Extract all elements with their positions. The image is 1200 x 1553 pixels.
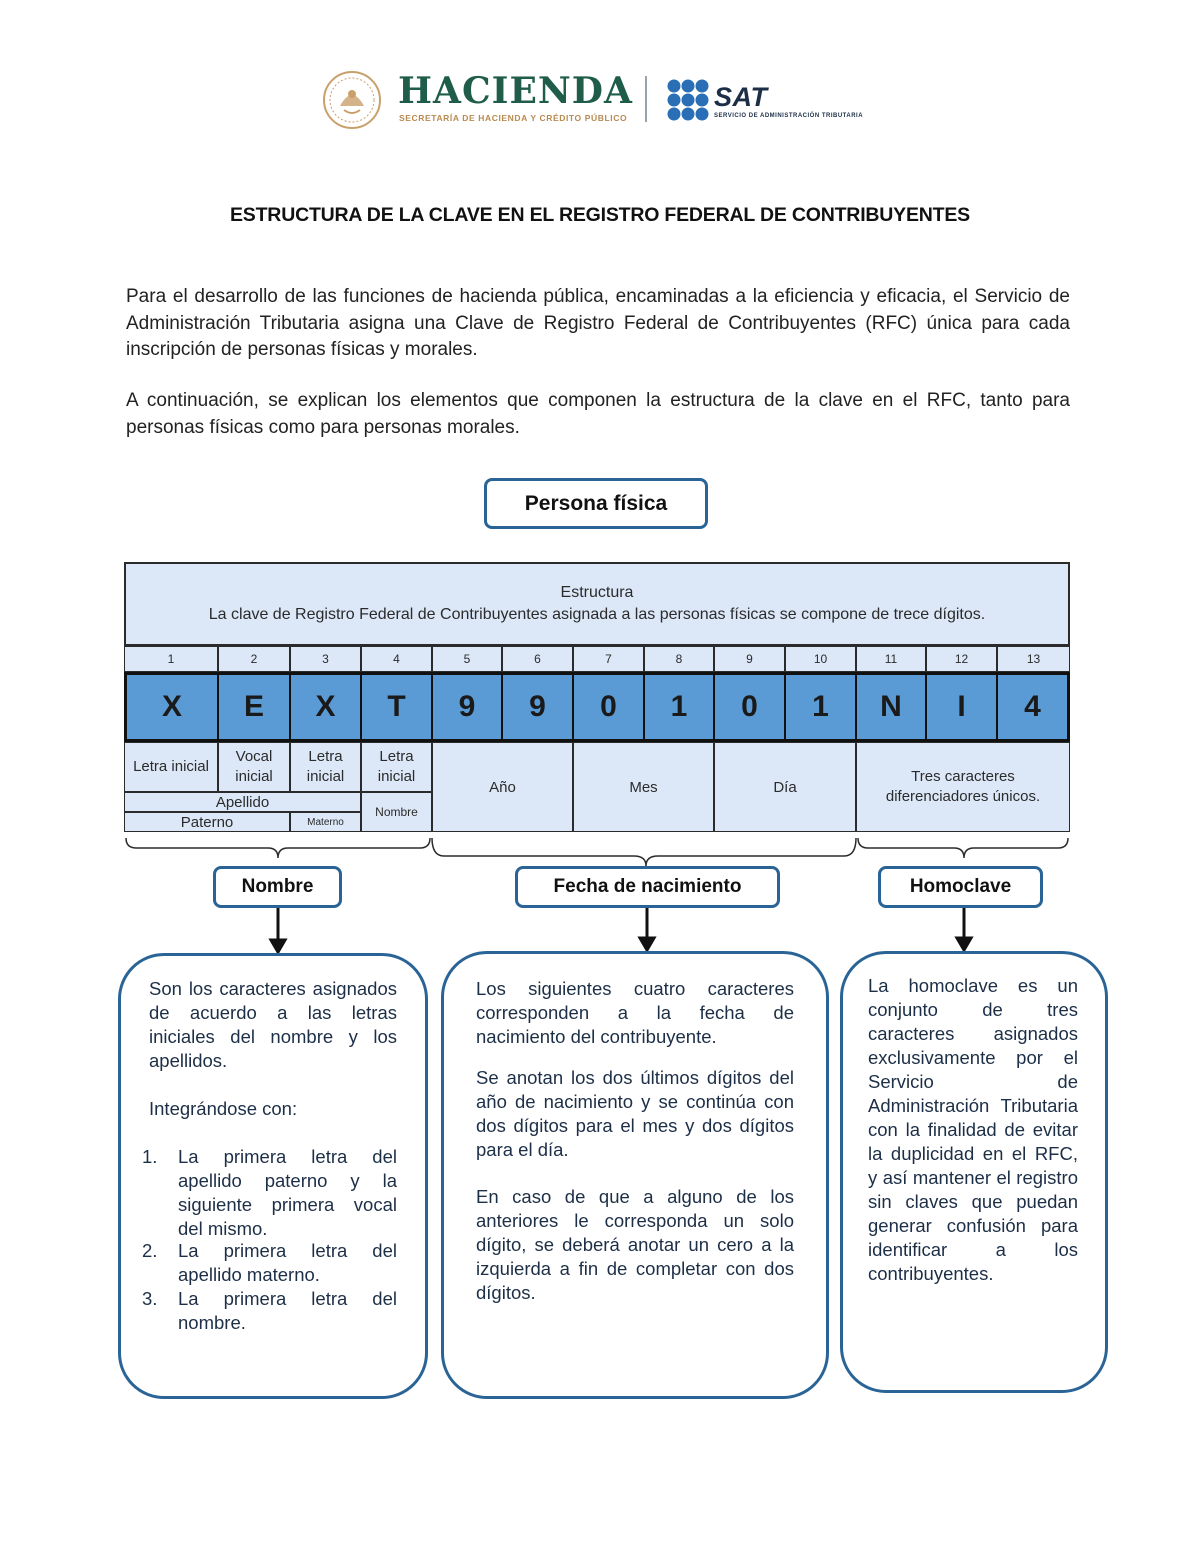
descriptor-apellido: Apellido xyxy=(124,792,361,812)
brace-nombre xyxy=(126,838,430,858)
list-item xyxy=(142,1239,397,1287)
descriptor-nombre: Nombre xyxy=(361,792,432,832)
brace-homoclave xyxy=(858,838,1068,858)
character-cell: T xyxy=(361,672,432,742)
character-cell: 0 xyxy=(573,672,644,742)
descriptor-dia: Día xyxy=(714,742,856,832)
label-homoclave: Homoclave xyxy=(878,866,1043,908)
character-cell: N xyxy=(856,672,926,742)
character-cell: E xyxy=(218,672,290,742)
rfc-structure-table xyxy=(124,562,1070,832)
character-cell: 0 xyxy=(714,672,785,742)
character-cell: X xyxy=(124,672,218,742)
header-divider xyxy=(645,76,647,122)
descriptor-letra-inicial-4: Letra inicial xyxy=(361,742,432,792)
sat-wordmark: SAT xyxy=(714,82,768,112)
arrow-fecha-head xyxy=(640,938,654,950)
position-cell: 5 xyxy=(432,646,502,672)
table-header-title: Estructura xyxy=(560,584,634,601)
explanation-paragraph: A continuación, se explican los elementos que componen la estructura de la clave en el RFC, tanto para personas físicas como para personas morales. xyxy=(126,390,1070,438)
descriptor-materno: Materno xyxy=(290,812,361,832)
position-cell: 3 xyxy=(290,646,361,672)
descriptor-anio: Año xyxy=(432,742,573,832)
character-cell: 9 xyxy=(432,672,502,742)
character-cell: 1 xyxy=(785,672,856,742)
descriptor-mes: Mes xyxy=(573,742,714,832)
position-cell: 11 xyxy=(856,646,926,672)
list-item xyxy=(142,1287,397,1335)
sat-subtitle: SERVICIO DE ADMINISTRACIÓN TRIBUTARIA xyxy=(714,113,864,119)
label-fecha-de-nacimiento: Fecha de nacimiento xyxy=(515,866,780,908)
nombre-description: Son los caracteres asignados de acuerdo a las letras iniciales del nombre y los apellidos. xyxy=(149,978,397,1071)
hacienda-wordmark: HACIENDA xyxy=(398,70,633,112)
descriptor-vocal-inicial: Vocal inicial xyxy=(218,742,290,792)
list-item xyxy=(142,1145,397,1241)
hacienda-subtitle: SECRETARÍA DE HACIENDA Y CRÉDITO PÚBLICO xyxy=(399,113,628,123)
position-cell: 12 xyxy=(926,646,997,672)
table-header-description: La clave de Registro Federal de Contribuyentes asignada a las personas físicas se compone de trece dígitos. xyxy=(208,606,986,623)
position-cell: 13 xyxy=(997,646,1070,672)
fecha-paragraph-2: Se anotan los dos últimos dígitos del año de nacimiento y se continúa con dos dígitos para el mes y dos dígitos para el día. xyxy=(476,1067,794,1160)
position-cell: 1 xyxy=(124,646,218,672)
position-cell: 7 xyxy=(573,646,644,672)
descriptor-letra-inicial-1: Letra inicial xyxy=(124,742,218,792)
sat-logo-icon xyxy=(666,78,710,122)
position-cell: 2 xyxy=(218,646,290,672)
document-title: ESTRUCTURA DE LA CLAVE EN EL REGISTRO FEDERAL DE CONTRIBUYENTES xyxy=(229,204,970,226)
list-item-number: 3. xyxy=(142,1288,158,1309)
list-item-number: 2. xyxy=(142,1240,158,1261)
homoclave-description: La homoclave es un conjunto de tres caracteres asignados exclusivamente por el Servicio de Administración Tributaria con la finalidad de evitar la duplicidad en el RFC, y así mantener el registro sin claves que puedan generar confusión para identificar a los contribuyentes. xyxy=(868,975,1078,1284)
hacienda-seal-icon xyxy=(322,70,390,130)
list-item-text: La primera letra del apellido materno. xyxy=(178,1240,397,1285)
list-item-number: 1. xyxy=(142,1146,158,1167)
label-nombre: Nombre xyxy=(213,866,342,908)
position-cell: 9 xyxy=(714,646,785,672)
arrow-homoclave-head xyxy=(957,938,971,950)
table-header xyxy=(124,562,1070,646)
list-item-text: La primera letra del nombre. xyxy=(178,1288,397,1333)
character-cell: 9 xyxy=(502,672,573,742)
section-heading-persona-fisica: Persona física xyxy=(484,478,708,529)
descriptor-letra-inicial-3: Letra inicial xyxy=(290,742,361,792)
fecha-paragraph-3: En caso de que a alguno de los anteriores le corresponda un solo dígito, se deberá anotar un cero a la izquierda a fin de completar con dos dígitos. xyxy=(476,1186,794,1303)
character-cell: 4 xyxy=(997,672,1070,742)
position-cell: 10 xyxy=(785,646,856,672)
descriptor-paterno: Paterno xyxy=(124,812,290,832)
brace-fecha xyxy=(432,838,856,866)
character-cell: I xyxy=(926,672,997,742)
nombre-intro: Integrándose con: xyxy=(149,1098,298,1119)
position-cell: 8 xyxy=(644,646,714,672)
descriptor-homoclave: Tres caracteres diferenciadores únicos. xyxy=(856,742,1070,832)
arrow-nombre-head xyxy=(271,940,285,952)
fecha-paragraph-1: Los siguientes cuatro caracteres corresponden a la fecha de nacimiento del contribuyente. xyxy=(476,978,794,1047)
position-cell: 4 xyxy=(361,646,432,672)
intro-paragraph: Para el desarrollo de las funciones de hacienda pública, encaminadas a la eficiencia y eficacia, el Servicio de Administración Tributaria asigna una Clave de Registro Federal de Contribuyentes (RFC) única para cada inscripción de personas físicas y morales. xyxy=(126,286,1070,360)
character-cell: X xyxy=(290,672,361,742)
position-cell: 6 xyxy=(502,646,573,672)
character-cell: 1 xyxy=(644,672,714,742)
list-item-text: La primera letra del apellido paterno y la siguiente primera vocal del mismo. xyxy=(178,1146,397,1239)
